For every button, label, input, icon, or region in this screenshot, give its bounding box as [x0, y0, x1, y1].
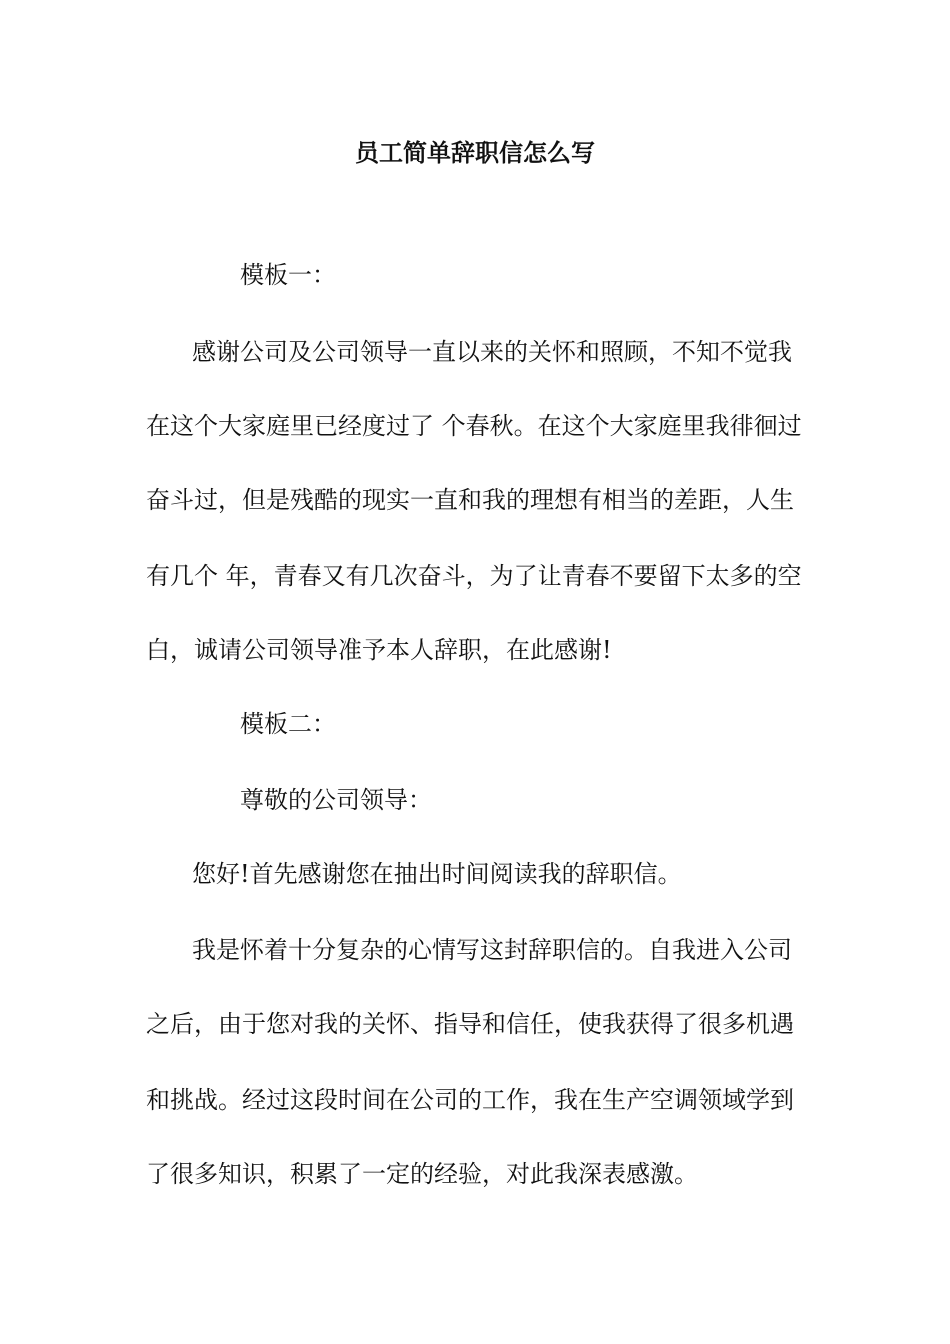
paragraph-line: 之后，由于您对我的关怀、指导和信任，使我获得了很多机遇 [146, 1010, 794, 1038]
paragraph-line: 了很多知识，积累了一定的经验，对此我深表感激。 [146, 1160, 698, 1188]
paragraph-line: 有几个 年，青春又有几次奋斗，为了让青春不要留下太多的空 [146, 562, 802, 590]
paragraph-line: 您好!首先感谢您在抽出时间阅读我的辞职信。 [192, 860, 682, 888]
template-one-heading: 模板一： [240, 261, 336, 289]
paragraph-line: 白，诚请公司领导准予本人辞职，在此感谢! [146, 636, 612, 664]
document-title: 员工简单辞职信怎么写 [355, 138, 595, 167]
paragraph-line: 我是怀着十分复杂的心情写这封辞职信的。自我进入公司 [192, 936, 792, 964]
paragraph-line: 在这个大家庭里已经度过了 个春秋。在这个大家庭里我徘徊过 [146, 412, 802, 440]
template-two-heading: 模板二： [240, 710, 336, 738]
paragraph-line: 奋斗过，但是残酷的现实一直和我的理想有相当的差距，人生 [146, 486, 794, 514]
paragraph-line: 和挑战。经过这段时间在公司的工作，我在生产空调领域学到 [146, 1086, 794, 1114]
salutation: 尊敬的公司领导： [240, 786, 432, 814]
paragraph-line: 感谢公司及公司领导一直以来的关怀和照顾，不知不觉我 [192, 338, 792, 366]
